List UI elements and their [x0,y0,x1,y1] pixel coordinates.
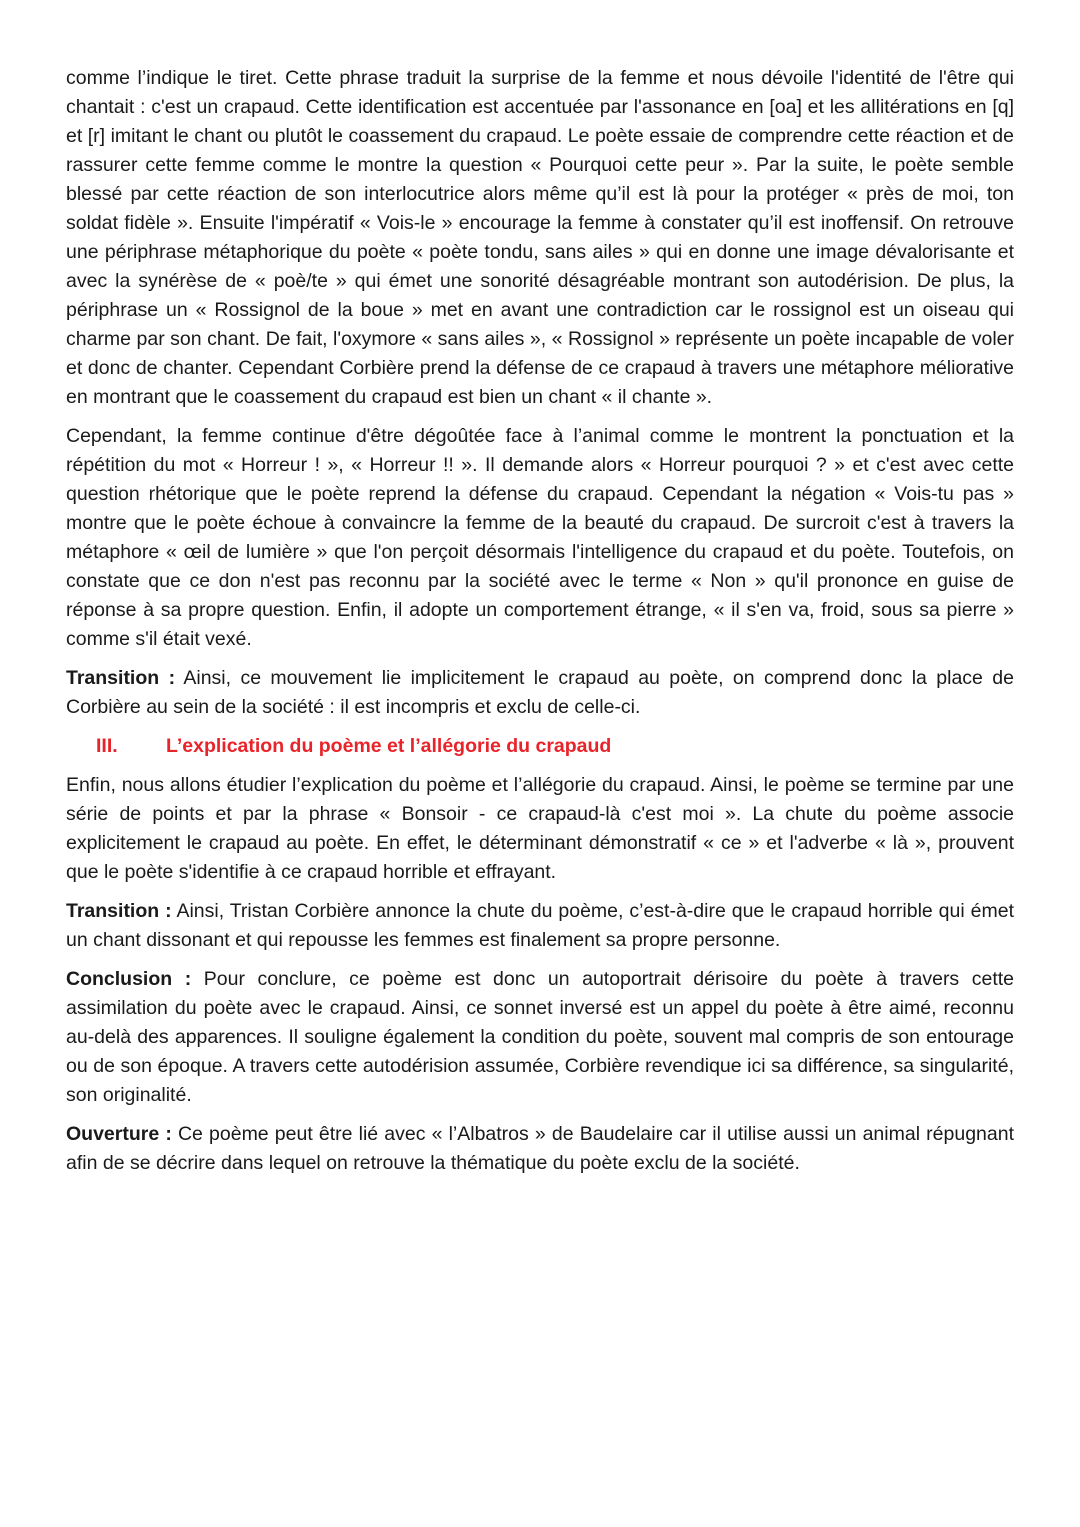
transition-paragraph-1 [66,664,1014,722]
section-number: III. [96,735,118,757]
ouverture-label: Ouverture : [66,1123,172,1145]
body-paragraph-3: Enfin, nous allons étudier l’explication du poème et l’allégorie du crapaud. Ainsi, le poème se termine par une série de points et par la phrase « Bonsoir - ce crapaud-là c'est moi ». La chute du poème associe explicitement le crapaud au poète. En effet, le déterminant démonstratif « ce » et l'adverbe « là », prouvent que le poète s'identifie à ce crapaud horrible et effrayant. [66,774,1014,883]
conclusion-paragraph [66,965,1014,1110]
transition-text: Ainsi, Tristan Corbière annonce la chute du poème, c’est-à-dire que le crapaud horrible qui émet un chant dissonant et qui repousse les femmes est finalement sa propre personne. [66,900,1014,951]
document-page [66,64,1014,1188]
section-title: L’explication du poème et l’allégorie du crapaud [166,735,612,757]
ouverture-text: Ce poème peut être lié avec « l’Albatros » de Baudelaire car il utilise aussi un animal répugnant afin de se décrire dans lequel on retrouve la thématique du poète exclu de la société. [66,1123,1014,1174]
transition-label: Transition : [66,667,176,689]
conclusion-label: Conclusion : [66,968,192,990]
transition-text: Ainsi, ce mouvement lie implicitement le crapaud au poète, on comprend donc la place de Corbière au sein de la société : il est incompris et exclu de celle-ci. [66,667,1014,718]
ouverture-paragraph [66,1120,1014,1178]
body-paragraph-2: Cependant, la femme continue d'être dégoûtée face à l’animal comme le montrent la ponctuation et la répétition du mot « Horreur ! », « Horreur !! ». Il demande alors « Horreur pourquoi ? » et c'est avec cette question rhétorique que le poète reprend la défense du crapaud. Cependant la négation « Vois-tu pas » montre que le poète échoue à convaincre la femme de la beauté du crapaud. De surcroit c'est à travers la métaphore « œil de lumière » que l'on perçoit désormais l'intelligence du crapaud et du poète. Toutefois, on constate que ce don n'est pas reconnu par la société avec le terme « Non » qu'il prononce en guise de réponse à sa propre question. Enfin, il adopte un comportement étrange, « il s'en va, froid, sous sa pierre » comme s'il était vexé. [66,425,1014,650]
section-heading-3 [66,732,1014,761]
conclusion-text: Pour conclure, ce poème est donc un autoportrait dérisoire du poète à travers cette assimilation du poète avec le crapaud. Ainsi, ce sonnet inversé est un appel du poète à être aimé, reconnu au-delà des apparences. Il souligne également la condition du poète, souvent mal compris de son entourage ou de son époque. A travers cette autodérision assumée, Corbière revendique ici sa différence, sa singularité, son originalité. [66,968,1015,1106]
body-paragraph-1: comme l’indique le tiret. Cette phrase traduit la surprise de la femme et nous dévoile l'identité de l'être qui chantait : c'est un crapaud. Cette identification est accentuée par l'assonance en [oa] et les allitérations en [q] et [r] imitant le chant ou plutôt le coassement du crapaud. Le poète essaie de comprendre cette réaction et de rassurer cette femme comme le montre la question « Pourquoi cette peur ». Par la suite, le poète semble blessé par cette réaction de son interlocutrice alors même qu’il est là pour la protéger « près de moi, ton soldat fidèle ». Ensuite l'impératif « Vois-le » encourage la femme à constater qu’il est inoffensif. On retrouve une périphrase métaphorique du poète « poète tondu, sans ailes » qui en donne une image dévalorisante et avec la synérèse de « poè/te » qui émet une sonorité désagréable montrant son autodérision. De plus, la périphrase un « Rossignol de la boue » met en avant une contradiction car le rossignol est un oiseau qui charme par son chant. De fait, l'oxymore « sans ailes », « Rossignol » représente un poète incapable de voler et donc de chanter. Cependant Corbière prend la défense de ce crapaud à travers une métaphore méliorative en montrant que le coassement du crapaud est bien un chant « il chante ». [66,67,1014,408]
transition-label: Transition : [66,900,172,922]
transition-paragraph-2 [66,897,1014,955]
